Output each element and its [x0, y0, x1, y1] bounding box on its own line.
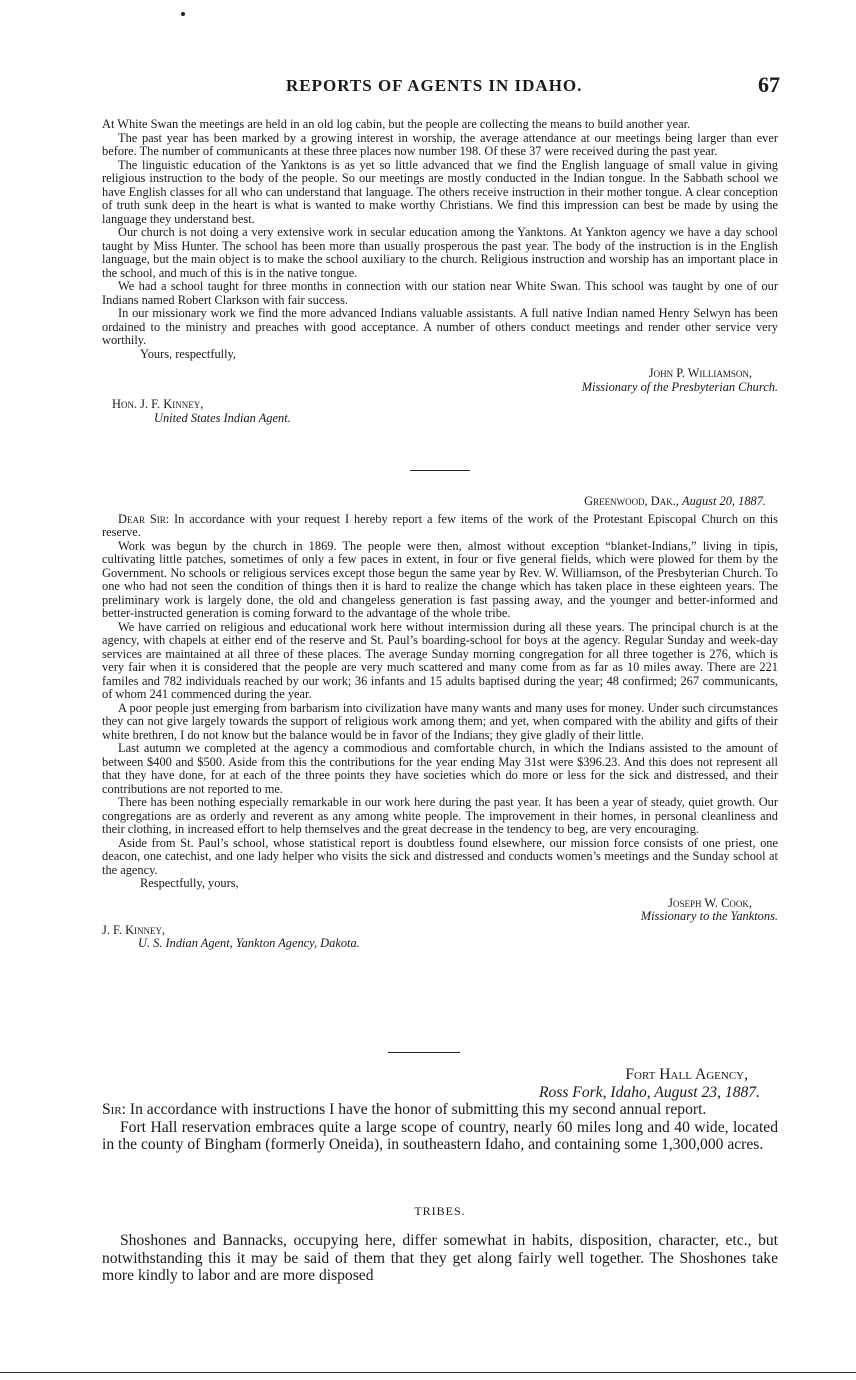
signer-title: Missionary to the Yanktons.	[640, 909, 778, 923]
closing: Yours, respectfully,	[140, 346, 237, 361]
dateline-place: Greenwood, Dak.,	[584, 494, 679, 508]
page-header	[100, 72, 780, 102]
opening-text: In accordance with instructions I have the honor of submitting this my second annual report.	[129, 1101, 707, 1118]
section-heading: TRIBES.	[414, 1204, 466, 1218]
section-divider	[388, 1052, 460, 1053]
salutation: Sir:	[102, 1101, 127, 1118]
signer-title: Missionary of the Presbyterian Church.	[581, 379, 778, 394]
opening-text: In accordance with your request I hereby report a few items of the work of the Protestant Episcopal Church on this reserve.	[102, 511, 778, 539]
page-edge-line	[0, 1372, 856, 1373]
paragraph: The past year has been marked by a growing interest in worship, the average attendance at our meetings being larger than ever before. The number of communicants at these three places now number 198. Of these 37 were received during the past year.	[102, 130, 778, 158]
letter-cook	[102, 495, 778, 951]
page-number: 67	[758, 72, 780, 97]
opening-paragraph	[102, 1101, 778, 1119]
addressee-name: Hon. J. F. Kinney,	[112, 397, 204, 411]
dateline	[102, 495, 778, 509]
letter-williamson	[102, 118, 778, 425]
dateline-date: August 20, 1887.	[682, 494, 766, 508]
addressee-title: U. S. Indian Agent, Yankton Agency, Dakota.	[138, 936, 360, 950]
agency-heading: Fort Hall Agency,	[625, 1066, 748, 1083]
ink-dot	[181, 12, 185, 16]
paragraph: At White Swan the meetings are held in an old log cabin, but the people are collecting the means to build another year.	[102, 117, 691, 131]
signer-name: John P. Williamson,	[648, 366, 752, 380]
paragraph: We have carried on religious and educational work here without intermission during all these years. The principal church is at the agency, with chapels at either end of the reserve and St. Paul’s boarding-school for boys at the agency. Regular Sunday and week-day services are maintained at all three of these places. The average Sunday morning congregation for all three together is 276, which is very fair when it is considered that the people are very much scattered and many come from as far as 10 miles away. There are 221 familes and 782 individuals reached by our work; 36 infants and 15 adults baptised during the year; 48 confirmed; 267 communicants, of whom 241 commenced during the year.	[102, 619, 778, 701]
tribes-section	[102, 1232, 778, 1285]
paragraph: In our missionary work we find the more advanced Indians valuable assistants. A full native Indian named Henry Selwyn has been ordained to the ministry and preaches with good acceptance. A number of others conduct meetings and render other service very worthily.	[102, 306, 778, 347]
paragraph: Fort Hall reservation embraces quite a large scope of country, nearly 60 miles long and 40 wide, located in the county of Bingham (formerly Oneida), in southeastern Idaho, and containing some 1,300,000 acres.	[102, 1118, 778, 1153]
paragraph: The linguistic education of the Yanktons is as yet so little advanced that we find the English language of small value in giving religious instruction to the body of the people. So our meetings are mostly conducted in the Indian tongue. In the Sabbath school we have English classes for all who can understand that language. The others receive instruction in their mother tongue. A clear conception of truth sunk deep in the heart is what is wanted to make worthy Christians. We find this impression can best be made by using the language they understand best.	[102, 157, 778, 226]
paragraph: Last autumn we completed at the agency a commodious and comfortable church, in which the Indians assisted to the amount of between $400 and $500. Aside from this the contributions for the year ending May 31st were $396.23. And this does not represent all that they have done, for at each of the three points they have societies which do more or less for the sick and distressed, and their contributions are not reported to me.	[102, 741, 778, 796]
report-place-date: Ross Fork, Idaho, August 23, 1887.	[538, 1083, 760, 1101]
running-head: REPORTS OF AGENTS IN IDAHO.	[286, 76, 583, 95]
opening-paragraph	[102, 513, 778, 540]
section-divider	[410, 470, 470, 471]
signer-name: Joseph W. Cook,	[668, 895, 752, 910]
paragraph: Shoshones and Bannacks, occupying here, differ somewhat in habits, disposition, character, etc., but notwithstanding this it may be said of them that they get along fairly well together. The Shoshones take more kindly to labor and are more disposed	[102, 1232, 778, 1284]
addressee-title: United States Indian Agent.	[154, 410, 291, 425]
paragraph: Work was begun by the church in 1869. The people were then, almost without exception “blanket-Indians,” living in tipis, cultivating little patches, sometimes of only a few paces in extent, in four or five general fields, which were plowed for them by the Government. No schools or religious services except those begun the same year by Rev. W. Williamson, of the Presbyterian Church. To one who had not seen the condition of things then it is hard to realize the change which has taken place in these eighteen years. The preliminary work is largely done, the old and changeless generation is fast passing away, and the younger and better-informed and better-instructed generation is coming forward to the advantage of the whole tribe.	[102, 538, 778, 620]
paragraph: There has been nothing especially remarkable in our work here during the past year. It has been a year of steady, quiet growth. Our congregations are as orderly and reverent as any among white people. The improvement in their homes, in personal cleanliness and their clothing, in increased effort to help themselves and the great decrease in the tendency to beg, are very encouraging.	[102, 795, 778, 836]
salutation: Dear Sir:	[118, 511, 170, 526]
paragraph: Our church is not doing a very extensive work in secular education among the Yanktons. At Yankton agency we have a day school taught by Miss Hunter. The school has been more than usually prosperous the past year. The body of the instruction is in the English language, but the main object is to make the school auxiliary to the church. Religious instruction and worship has an important place in the school, and much of this is in the native tongue.	[102, 225, 778, 280]
paragraph: We had a school taught for three months in connection with our station near White Swan. This school was taught by one of our Indians named Robert Clarkson with fair success.	[102, 279, 778, 307]
fort-hall-report	[102, 1066, 778, 1154]
addressee-name: J. F. Kinney,	[102, 922, 166, 937]
closing: Respectfully, yours,	[140, 876, 239, 890]
paragraph: A poor people just emerging from barbarism into civilization have many wants and many uses for money. Under such circumstances they can not give largely towards the support of religious work among them; and yet, when compared with the ability and gifts of their white brethren, I do not know but the balance would be in favor of the Indians; they give gladly of their little.	[102, 700, 778, 742]
paragraph: Aside from St. Paul’s school, whose statistical report is doubtless found elsewhere, our mission force consists of one priest, one deacon, one catechist, and one lady helper who visits the sick and distressed and conducts women’s meetings and the Sunday school at the agency.	[102, 835, 778, 877]
